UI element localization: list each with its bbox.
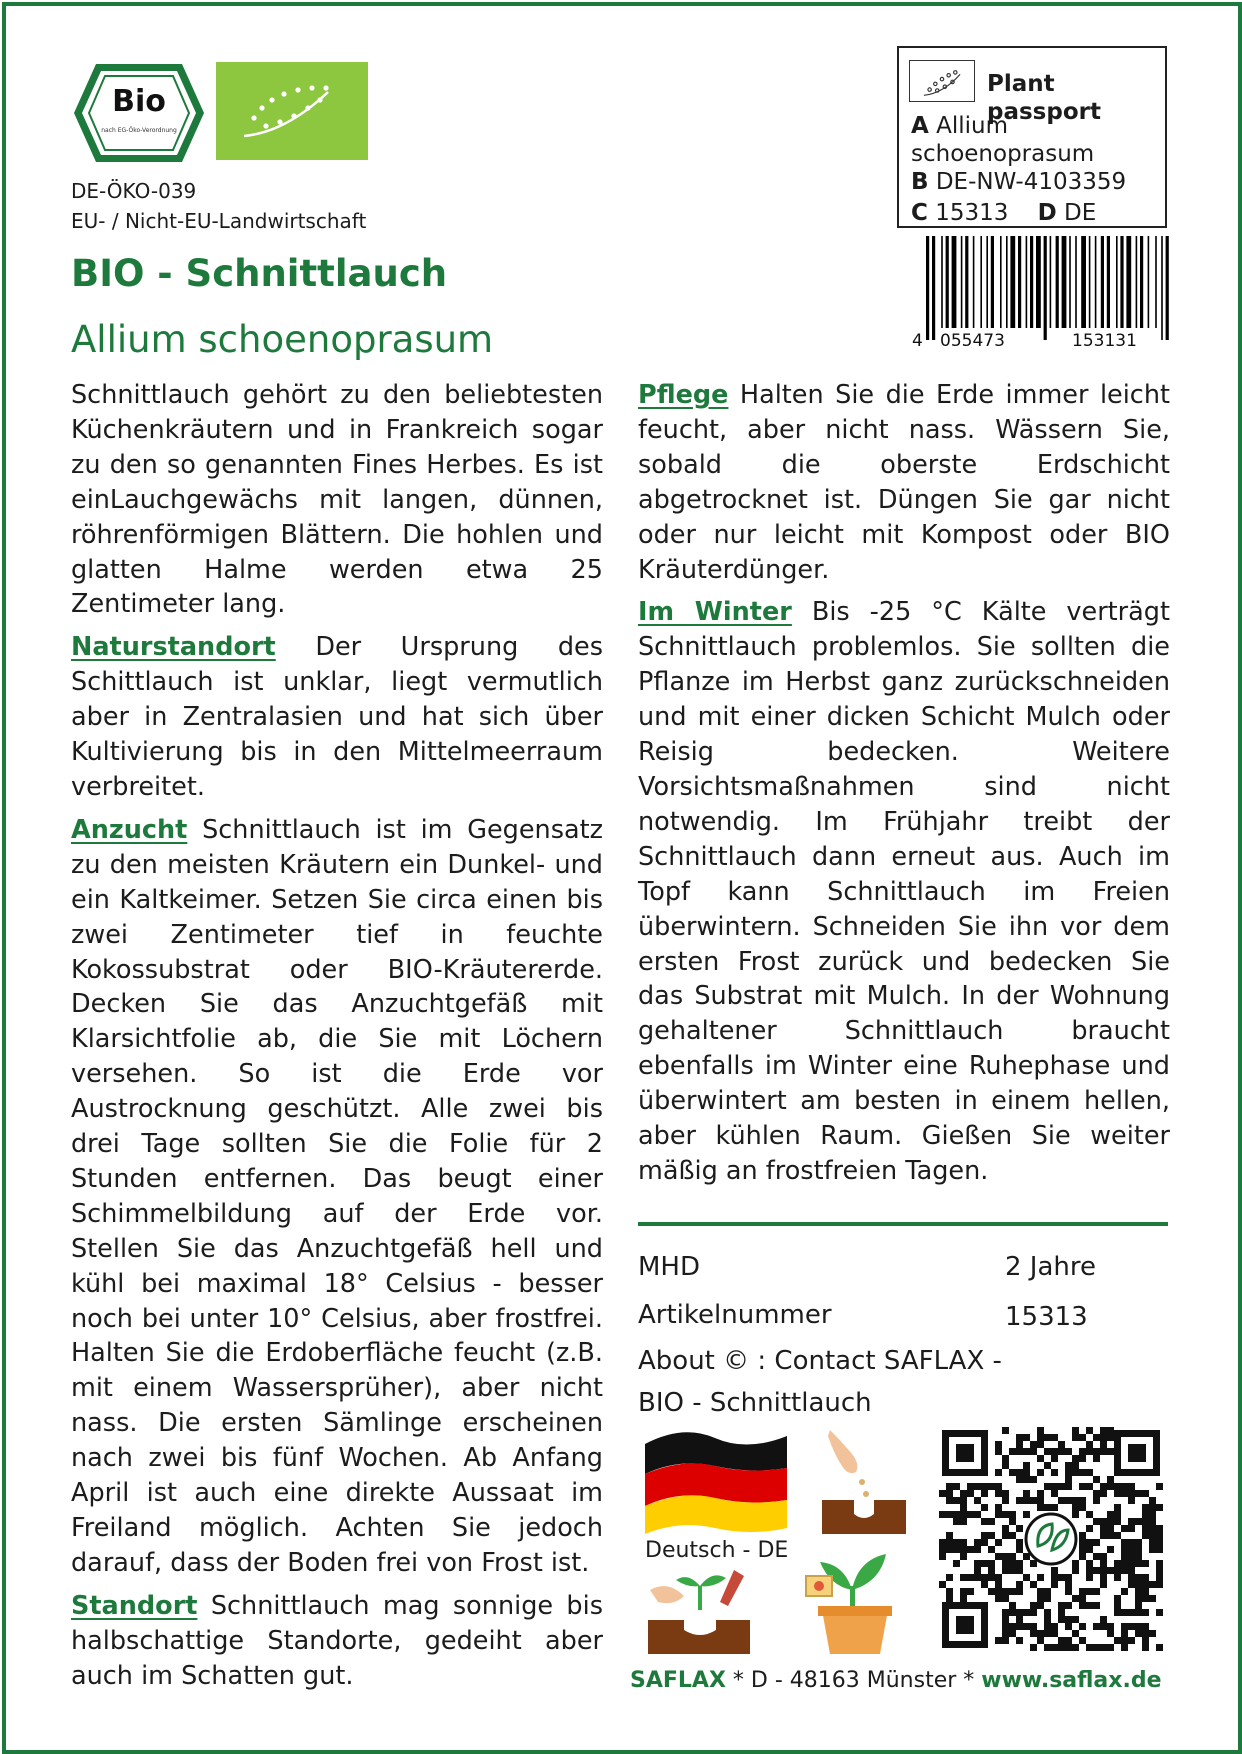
winter-heading: Im Winter [638,597,792,628]
barcode-digits-left: 055473 [940,331,1005,348]
product-name-small: BIO - Schnittlauch [638,1388,872,1418]
plant-passport-lines [911,112,1161,227]
mhd-value: 2 Jahre [1005,1252,1096,1282]
article-number-label: Artikelnummer [638,1300,832,1330]
passport-c-value: 15313 [935,200,1009,226]
eu-flag-icon [909,60,975,102]
naturstandort-paragraph [71,630,603,805]
footer-website-link[interactable]: www.saflax.de [981,1668,1162,1693]
german-flag-icon [643,1428,789,1534]
bio-seal-icon [72,62,206,164]
passport-b-value: DE-NW-4103359 [935,169,1127,195]
potted-plant-icon [800,1546,904,1654]
pflege-heading: Pflege [638,380,729,410]
naturstandort-heading: Naturstandort [71,632,276,663]
transplant-seedling-icon [648,1566,750,1654]
bio-seal-small-text: nach EG-Öko-Verordnung [101,127,177,134]
passport-a-label: A [911,113,929,139]
footer [630,1668,1162,1693]
footer-brand: SAFLAX [630,1668,726,1693]
sowing-seeds-icon [816,1424,912,1536]
passport-a-value: Allium schoenoprasum [911,113,1095,167]
qr-code [938,1426,1164,1652]
passport-d-label: D [1037,200,1057,226]
pflege-body: Halten Sie die Erde immer leicht feucht, aber nicht nass. Wässern Sie, sobald die oberste Erdschicht abgetrocknet ist. Düngen Sie gar nicht oder nur leicht mit Kompost oder BIO Kräuterdünger. [638,380,1170,585]
passport-b-label: B [911,169,929,195]
winter-body: Bis -25 °C Kälte verträgt Schnittlauch problemlos. Sie sollten die Pflanze im Herbst ganz zurückschneiden und mit einer dicken Schicht Mulch oder Reisig bedecken. Weitere Vorsichtsmaßnahmen sind nicht notwendig. Im Frühjahr treibt der Schnittlauch dann erneut aus. Auch im Topf kann Schnittlauch im Freien überwintern. Schneiden Sie ihn vor dem ersten Frost zurück und bedecken Sie das Substrat mit Mulch. In der Wohnung gehaltener Schnittlauch braucht ebenfalls im Winter eine Ruhephase und überwintert am besten in einem hellen, aber kühlen Raum. Gießen Sie weiter mäßig an frostfreien Tagen. [638,597,1170,1186]
barcode-digit-first: 4 [912,331,923,348]
article-number-value: 15313 [1005,1302,1088,1332]
right-text-column [638,378,1170,1197]
certification-code: DE-ÖKO-039 [71,179,197,203]
about-contact: About © : Contact SAFLAX - [638,1346,1002,1376]
mhd-label: MHD [638,1252,701,1282]
product-latin-name: Allium schoenoprasum [71,318,494,361]
passport-c-label: C [911,200,928,226]
barcode-digits-right: 153131 [1072,331,1137,348]
eu-organic-leaf-icon [216,62,368,160]
divider-line [638,1222,1168,1226]
standort-body: Schnittlauch mag sonnige bis halbschattige Standorte, gedeiht aber auch im Schatten gut. [71,1590,603,1691]
plant-passport-title: Plant passport [987,71,1101,125]
certification-block [71,176,366,236]
pflege-paragraph [638,378,1170,587]
left-text-column [71,378,603,1702]
anzucht-heading: Anzucht [71,814,188,845]
intro-paragraph: Schnittlauch gehört zu den beliebtesten Küchenkräutern und in Frankreich sogar zu den so genannten Fines Herbes. Es ist einLauchgewächs mit langen, dünnen, röhrenförmigen Blättern. Die hohlen und glatten Halme werden etwa 25 Zentimeter lang. [71,380,603,620]
anzucht-body: Schnittlauch ist im Gegensatz zu den meisten Kräutern ein Dunkel- und ein Kaltkeimer. Setzen Sie circa einen bis zwei Zentimeter tief in feuchte Kokossubstrat oder BIO-Kräutererde. Decken Sie das Anzuchtgefäß mit Klarsichtfolie ab, die Sie mit Löchern versehen. So ist die Erde vor Austrocknung geschützt. Alle zwei bis drei Tage sollten Sie die Folie für 2 Stunden entfernen. Das beugt einer Schimmelbildung auf der Erde vor. Stellen Sie das Anzuchtgefäß hell und kühl bei maximal 18° Celsius - besser noch bei unter 10° Celsius, aber frostfrei. Halten Sie die Erdoberfläche feucht (z.B. mit einem Wassersprüher), aber nicht nass. Die ersten Sämlinge erscheinen nach zwei bis fünf Wochen. Ab Anfang April ist auch eine direkte Aussaat im Freiland möglich. Achten Sie jedoch darauf, dass der Boden frei von Frost ist. [71,814,603,1578]
naturstandort-body: Der Ursprung des Schittlauch ist unklar, liegt vermutlich aber in Zentralasien und hat sich über Kultivierung bis in den Mittelmeerraum verbreitet. [71,632,604,802]
product-title: BIO - Schnittlauch [71,252,448,295]
plant-passport [897,46,1167,228]
bio-seal-label: Bio [112,84,166,119]
passport-d-value: DE [1064,200,1097,226]
winter-paragraph [638,595,1170,1188]
standort-paragraph [71,1589,603,1694]
anzucht-paragraph [71,813,603,1581]
footer-address: * D - 48163 Münster * [725,1668,982,1693]
barcode [912,236,1170,348]
certification-agriculture: EU- / Nicht-EU-Landwirtschaft [71,209,367,233]
language-label: Deutsch - DE [645,1538,789,1563]
standort-heading: Standort [71,1590,198,1621]
